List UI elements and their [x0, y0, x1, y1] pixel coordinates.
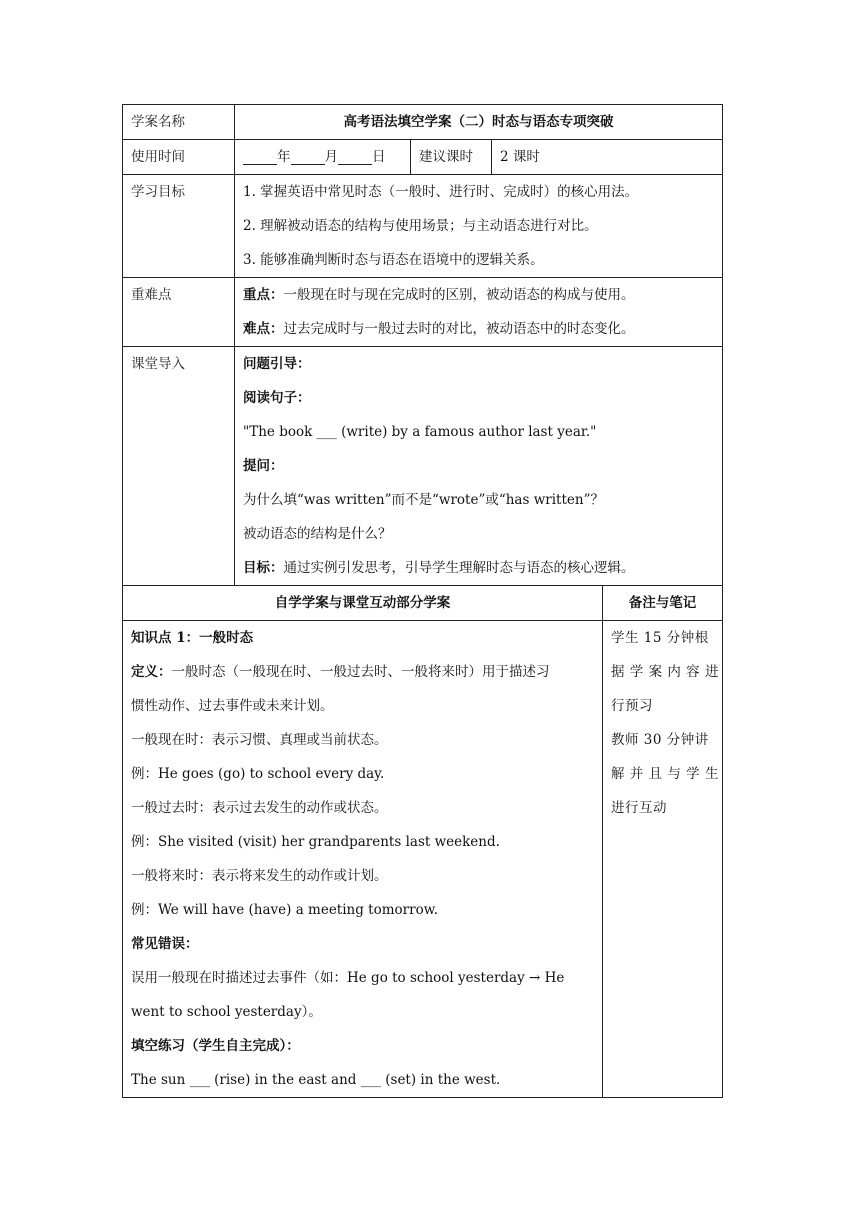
intro-ask-1: 为什么填“was written”而不是“wrote”或“has written”？ [243, 492, 604, 508]
notes-line: 教师 30 分钟讲 [611, 732, 709, 748]
common-error-2: went to school yesterday）。 [131, 1004, 322, 1020]
notes-line: 进行互动 [611, 800, 667, 816]
goal-item: 2. 理解被动语态的结构与使用场景；与主动语态进行对比。 [243, 218, 598, 234]
future-tense-rule: 一般将来时：表示将来发生的动作或计划。 [131, 868, 388, 884]
plan-name-value: 高考语法填空学案（二）时态与语态专项突破 [235, 105, 723, 140]
definition-title: 定义： [131, 664, 172, 680]
key-point-line [243, 278, 714, 312]
goals-label: 学习目标 [123, 175, 235, 278]
intro-content [235, 347, 723, 586]
row-class-intro [123, 347, 723, 586]
hard-point-line [243, 312, 714, 346]
past-tense-example: 例：She visited (visit) her grandparents last weekend. [131, 834, 500, 850]
goal-item: 3. 能够准确判断时态与语态在语境中的逻辑关系。 [243, 252, 544, 268]
intro-goal-text: 通过实例引发思考，引导学生理解时态与语态的核心逻辑。 [283, 560, 635, 576]
row-key-points [123, 278, 723, 347]
plan-name-label: 学案名称 [123, 105, 235, 140]
row-plan-name [123, 105, 723, 140]
hard-point-title: 难点： [243, 321, 284, 337]
intro-goal-line [243, 551, 714, 585]
month-label: 月 [324, 149, 338, 165]
key-points-label: 重难点 [123, 278, 235, 347]
usage-time-label: 使用时间 [123, 140, 235, 175]
notes-line: 行预习 [611, 698, 653, 714]
key-point-title: 重点： [243, 287, 284, 303]
definition-line [131, 655, 594, 689]
future-tense-example: 例：We will have (have) a meeting tomorrow. [131, 902, 438, 918]
intro-ask-title: 提问： [243, 458, 284, 474]
common-errors-title: 常见错误： [131, 936, 199, 952]
notes-section-header: 备注与笔记 [603, 586, 723, 621]
lesson-plan-table [122, 104, 723, 1098]
suggest-hours-value: 2 课时 [492, 140, 723, 175]
definition-text: 一般时态（一般现在时、一般过去时、一般将来时）用于描述习 [171, 664, 550, 680]
month-blank [291, 144, 325, 165]
row-usage-time [123, 140, 723, 175]
year-label: 年 [277, 149, 291, 165]
day-label: 日 [372, 149, 386, 165]
main-section-header: 自学学案与课堂互动部分学案 [123, 586, 603, 621]
goal-item: 1. 掌握英语中常见时态（一般时、进行时、完成时）的核心用法。 [243, 184, 639, 200]
intro-ask-2: 被动语态的结构是什么？ [243, 526, 392, 542]
intro-question-title: 问题引导： [243, 356, 311, 372]
notes-content [603, 621, 723, 1098]
present-tense-rule: 一般现在时：表示习惯、真理或当前状态。 [131, 732, 388, 748]
row-section-header [123, 586, 723, 621]
key-points-content [235, 278, 723, 347]
row-knowledge [123, 621, 723, 1098]
notes-line: 学生 15 分钟根 [611, 630, 709, 646]
suggest-hours-label: 建议课时 [411, 140, 492, 175]
day-blank [338, 144, 372, 165]
intro-label: 课堂导入 [123, 347, 235, 586]
notes-line: 解 并 且 与 学 生 [611, 766, 719, 782]
intro-read-title: 阅读句子： [243, 390, 311, 406]
usage-time-value [235, 140, 411, 175]
intro-sentence: "The book ___ (write) by a famous author last year." [243, 424, 597, 440]
knowledge-title: 知识点 1：一般时态 [131, 630, 254, 646]
knowledge-content [123, 621, 603, 1098]
exercise-title: 填空练习（学生自主完成）： [131, 1038, 300, 1054]
year-blank [243, 144, 277, 165]
exercise-item: The sun ___ (rise) in the east and ___ (set) in the west. [131, 1072, 501, 1088]
key-point-text: 一般现在时与现在完成时的区别，被动语态的构成与使用。 [283, 287, 635, 303]
hard-point-text: 过去完成时与一般过去时的对比，被动语态中的时态变化。 [283, 321, 635, 337]
goals-content [235, 175, 723, 278]
intro-goal-title: 目标： [243, 560, 284, 576]
notes-line: 据 学 案 内 容 进 [611, 664, 719, 680]
row-learning-goals [123, 175, 723, 278]
common-error-1: 误用一般现在时描述过去事件（如：He go to school yesterday → He [131, 970, 565, 986]
past-tense-rule: 一般过去时：表示过去发生的动作或状态。 [131, 800, 388, 816]
present-tense-example: 例：He goes (go) to school every day. [131, 766, 385, 782]
definition-text-2: 惯性动作、过去事件或未来计划。 [131, 698, 334, 714]
